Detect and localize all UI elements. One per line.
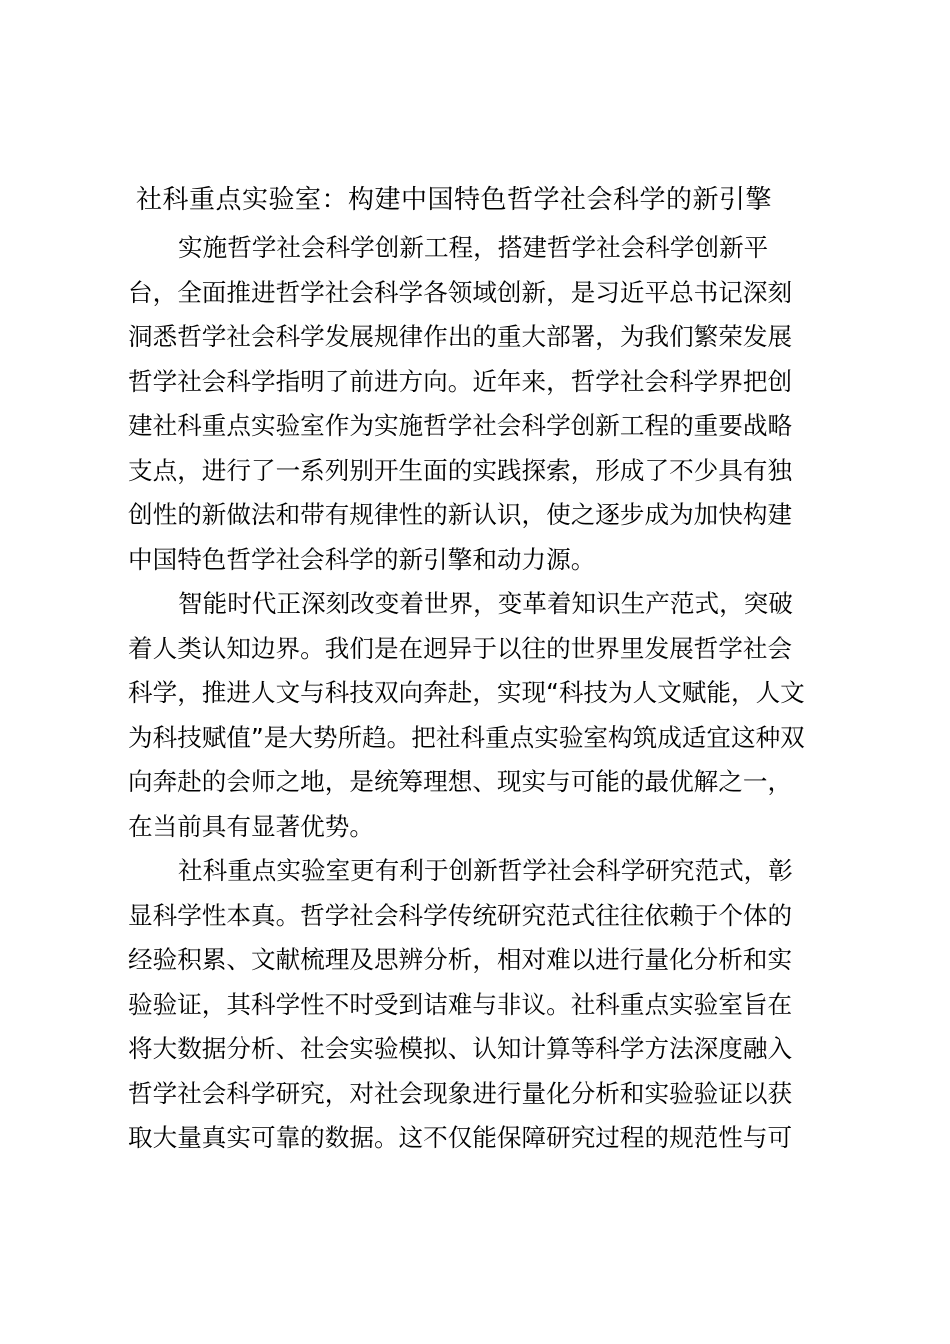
paragraph-line: 向奔赴的会师之地，是统筹理想、现实与可能的最优解之一， <box>128 767 793 796</box>
document-title: 社科重点实验室：构建中国特色哲学社会科学的新引擎 <box>136 185 773 215</box>
paragraph-line: 经验积累、文献梳理及思辨分析，相对难以进行量化分析和实 <box>128 945 793 974</box>
paragraph-line: 创性的新做法和带有规律性的新认识，使之逐步成为加快构建 <box>128 500 793 529</box>
paragraph-line: 哲学社会科学研究，对社会现象进行量化分析和实验验证以获 <box>128 1078 793 1108</box>
paragraph-line: 验验证，其科学性不时受到诘难与非议。社科重点实验室旨在 <box>128 989 793 1019</box>
paragraph-line: 哲学社会科学指明了前进方向。近年来，哲学社会科学界把创 <box>128 366 793 396</box>
paragraph-line: 中国特色哲学社会科学的新引擎和动力源。 <box>128 544 596 574</box>
paragraph-line: 社科重点实验室更有利于创新哲学社会科学研究范式，彰 <box>178 856 793 885</box>
paragraph-line: 取大量真实可靠的数据。这不仅能保障研究过程的规范性与可 <box>128 1123 793 1152</box>
paragraph-line: 洞悉哲学社会科学发展规律作出的重大部署，为我们繁荣发展 <box>128 322 793 351</box>
paragraph-line: 智能时代正深刻改变着世界，变革着知识生产范式，突破 <box>178 589 793 618</box>
paragraph-1 <box>128 226 828 582</box>
paragraph-line: 将大数据分析、社会实验模拟、认知计算等科学方法深度融入 <box>128 1034 793 1063</box>
paragraph-3 <box>128 849 828 1161</box>
paragraph-line: 实施哲学社会科学创新工程，搭建哲学社会科学创新平 <box>178 233 769 262</box>
paragraph-line: 台，全面推进哲学社会科学各领域创新，是习近平总书记深刻 <box>128 277 793 307</box>
document-body <box>128 226 828 1161</box>
paragraph-line: 科学，推进人文与科技双向奔赴，实现“科技为人文赋能，人文 <box>128 678 805 707</box>
paragraph-line: 在当前具有显著优势。 <box>128 811 374 841</box>
paragraph-line: 建社科重点实验室作为实施哲学社会科学创新工程的重要战略 <box>128 411 793 440</box>
paragraph-line: 为科技赋值”是大势所趋。把社科重点实验室构筑成适宜这种双 <box>128 722 805 752</box>
paragraph-2 <box>128 582 828 849</box>
paragraph-line: 显科学性本真。哲学社会科学传统研究范式往往依赖于个体的 <box>128 900 793 930</box>
paragraph-line: 着人类认知边界。我们是在迥异于以往的世界里发展哲学社会 <box>128 633 793 663</box>
paragraph-line: 支点，进行了一系列别开生面的实践探索，形成了不少具有独 <box>128 455 793 485</box>
